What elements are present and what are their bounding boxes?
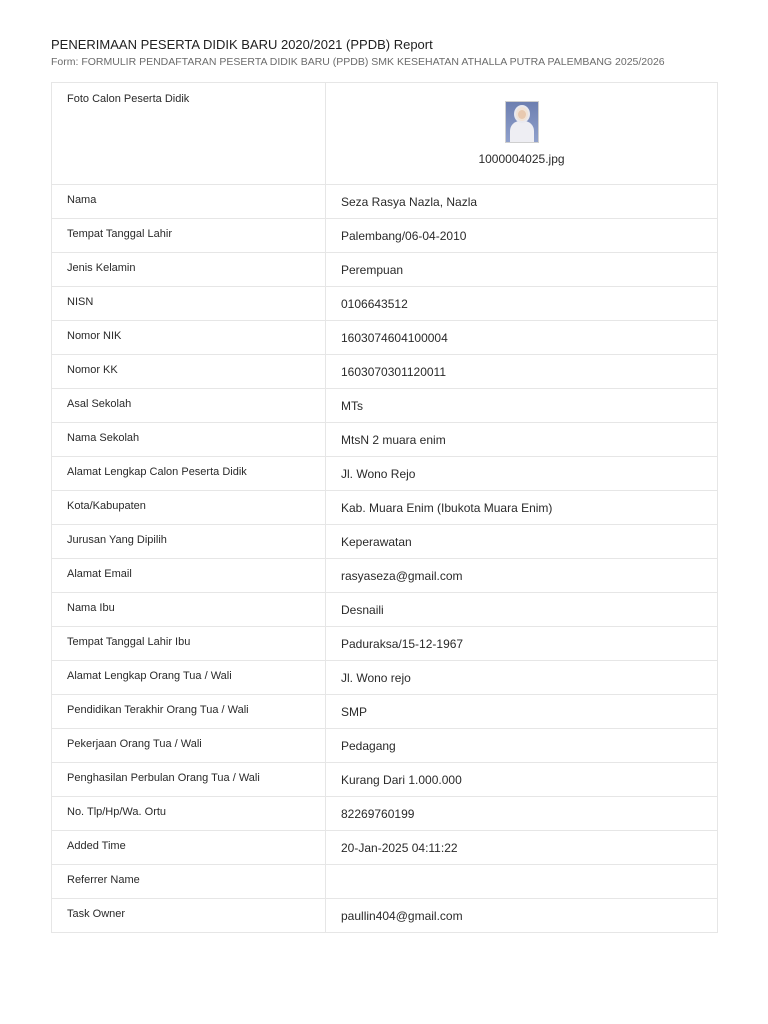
- table-row: [52, 185, 718, 219]
- field-value: Palembang/06-04-2010: [326, 219, 718, 253]
- table-row: [52, 287, 718, 321]
- table-row: [52, 525, 718, 559]
- task-owner-value[interactable]: paullin404@gmail.com: [326, 899, 718, 933]
- field-value: Jl. Wono rejo: [326, 661, 718, 695]
- table-row: [52, 865, 718, 899]
- photo-figure-face: [518, 110, 526, 119]
- field-label: Alamat Lengkap Calon Peserta Didik: [52, 457, 326, 491]
- field-label: Nama Ibu: [52, 593, 326, 627]
- photo-figure-body: [510, 121, 534, 143]
- table-row: [52, 491, 718, 525]
- field-value: 1603070301120011: [326, 355, 718, 389]
- report-title: PENERIMAAN PESERTA DIDIK BARU 2020/2021 (PPDB) Report: [51, 37, 433, 52]
- field-label: Task Owner: [52, 899, 326, 933]
- field-label: Kota/Kabupaten: [52, 491, 326, 525]
- field-label: Foto Calon Peserta Didik: [52, 83, 326, 185]
- field-label: Nomor NIK: [52, 321, 326, 355]
- table-row: [52, 695, 718, 729]
- field-value: Paduraksa/15-12-1967: [326, 627, 718, 661]
- field-label: Tempat Tanggal Lahir Ibu: [52, 627, 326, 661]
- table-row: [52, 899, 718, 933]
- table-row: [52, 831, 718, 865]
- table-row: [52, 797, 718, 831]
- student-photo-thumbnail[interactable]: [505, 101, 539, 143]
- field-value: Seza Rasya Nazla, Nazla: [326, 185, 718, 219]
- form-label: Form:: [51, 56, 79, 68]
- table-row: [52, 253, 718, 287]
- field-value: Jl. Wono Rejo: [326, 457, 718, 491]
- table-row-photo: [52, 83, 718, 185]
- field-value: Kab. Muara Enim (Ibukota Muara Enim): [326, 491, 718, 525]
- field-label: Added Time: [52, 831, 326, 865]
- field-value: 82269760199: [326, 797, 718, 831]
- field-label: Asal Sekolah: [52, 389, 326, 423]
- field-label: Referrer Name: [52, 865, 326, 899]
- table-row: [52, 355, 718, 389]
- field-label: Nama Sekolah: [52, 423, 326, 457]
- form-name: FORMULIR PENDAFTARAN PESERTA DIDIK BARU (PPDB) SMK KESEHATAN ATHALLA PUTRA PALEMBANG 2025/2026: [81, 56, 665, 68]
- form-subtitle: [51, 56, 731, 69]
- field-label: Pendidikan Terakhir Orang Tua / Wali: [52, 695, 326, 729]
- table-row: [52, 627, 718, 661]
- email-value[interactable]: rasyaseza@gmail.com: [326, 559, 718, 593]
- table-row: [52, 321, 718, 355]
- field-label: Tempat Tanggal Lahir: [52, 219, 326, 253]
- field-value: 0106643512: [326, 287, 718, 321]
- field-label: Jenis Kelamin: [52, 253, 326, 287]
- table-row: [52, 457, 718, 491]
- report-table: [51, 82, 718, 933]
- report-header: [51, 37, 731, 69]
- photo-cell: [326, 83, 718, 185]
- field-label: Penghasilan Perbulan Orang Tua / Wali: [52, 763, 326, 797]
- table-row: [52, 763, 718, 797]
- field-value: MtsN 2 muara enim: [326, 423, 718, 457]
- table-row: [52, 661, 718, 695]
- field-value: Desnaili: [326, 593, 718, 627]
- field-value: Perempuan: [326, 253, 718, 287]
- field-label: Alamat Lengkap Orang Tua / Wali: [52, 661, 326, 695]
- table-row: [52, 593, 718, 627]
- photo-filename[interactable]: 1000004025.jpg: [478, 152, 565, 166]
- table-row: [52, 423, 718, 457]
- field-label: Jurusan Yang Dipilih: [52, 525, 326, 559]
- field-label: Nomor KK: [52, 355, 326, 389]
- field-value: Kurang Dari 1.000.000: [326, 763, 718, 797]
- table-row: [52, 729, 718, 763]
- field-label: No. Tlp/Hp/Wa. Ortu: [52, 797, 326, 831]
- field-value: 1603074604100004: [326, 321, 718, 355]
- table-row: [52, 219, 718, 253]
- field-label: Nama: [52, 185, 326, 219]
- table-row: [52, 559, 718, 593]
- field-value: SMP: [326, 695, 718, 729]
- field-label: Alamat Email: [52, 559, 326, 593]
- field-label: NISN: [52, 287, 326, 321]
- field-label: Pekerjaan Orang Tua / Wali: [52, 729, 326, 763]
- field-value: Keperawatan: [326, 525, 718, 559]
- field-value: MTs: [326, 389, 718, 423]
- field-value: Pedagang: [326, 729, 718, 763]
- field-value: [326, 865, 718, 899]
- field-value: 20-Jan-2025 04:11:22: [326, 831, 718, 865]
- table-row: [52, 389, 718, 423]
